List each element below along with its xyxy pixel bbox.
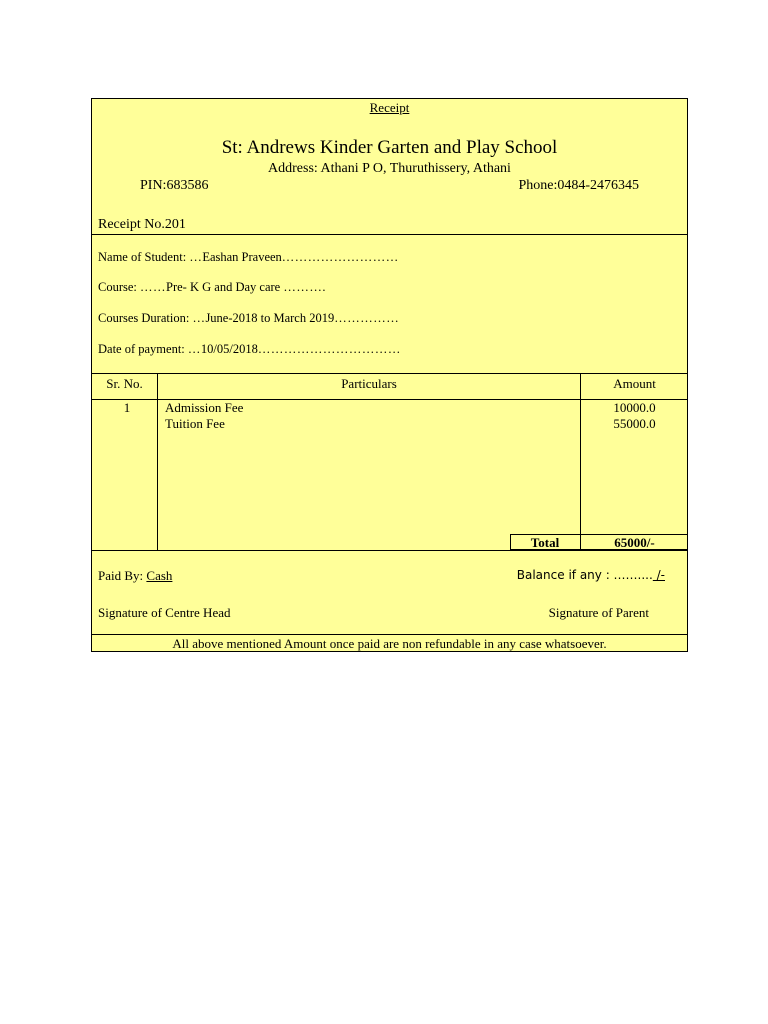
balance [517,568,665,582]
signature-centre-head: Signature of Centre Head [98,605,231,620]
school-pin: PIN:683586 [140,178,209,193]
cell-sr-no: 1 [123,400,131,415]
table-top-border [92,373,687,374]
field-dots: …………………………… [257,342,401,356]
field-course-duration [98,311,399,326]
field-value: June-2018 to March 2019 [205,311,335,325]
table-bottom-border [92,550,687,551]
paid-by-value: Cash [146,568,173,583]
header-particulars: Particulars [341,376,397,391]
header-amount: Amount [613,376,656,391]
field-dots: … [189,250,203,264]
signature-parent: Signature of Parent [548,605,649,620]
field-dots: … [192,311,206,325]
paid-by [98,568,172,584]
field-value: Eashan Praveen [202,250,282,264]
field-dots: ………. [283,280,326,294]
field-label: Date of payment: [98,342,188,356]
balance-value: /- [652,568,665,582]
total-amount: 65000/- [614,535,655,550]
field-label: Course: [98,280,141,294]
field-label: Name of Student: [98,250,190,264]
balance-label: Balance if any : [516,568,614,582]
school-phone: Phone:0484-2476345 [518,178,639,193]
cell-amount: 55000.0 [613,416,656,431]
header-sr-no: Sr. No. [106,376,143,391]
balance-dots: …….... [613,568,653,582]
total-label: Total [530,535,560,550]
refund-note: All above mentioned Amount once paid are non refundable in any case whatsoever. [172,636,607,651]
field-dots: … [187,342,201,356]
field-course [98,280,326,295]
school-name: St: Andrews Kinder Garten and Play School [221,137,558,158]
school-address: Address: Athani P O, Thuruthissery, Athani [268,161,511,176]
receipt-number: Receipt No.201 [98,217,186,232]
divider-header [92,234,687,235]
field-payment-date [98,342,401,357]
paid-by-label: Paid By: [98,568,147,583]
field-dots: …… [140,280,167,294]
cell-amount: 10000.0 [613,400,656,415]
field-dots: ……………………… [281,250,399,264]
cell-particular: Admission Fee [165,400,244,415]
divider-note [92,634,687,635]
receipt-document [91,98,688,652]
field-label: Courses Duration: [98,311,193,325]
field-value: Pre- K G and Day care [166,280,284,294]
field-student-name [98,250,399,265]
field-dots: …………… [334,311,400,325]
receipt-heading: Receipt [369,100,410,115]
cell-particular: Tuition Fee [165,416,225,431]
field-value: 10/05/2018 [200,342,258,356]
